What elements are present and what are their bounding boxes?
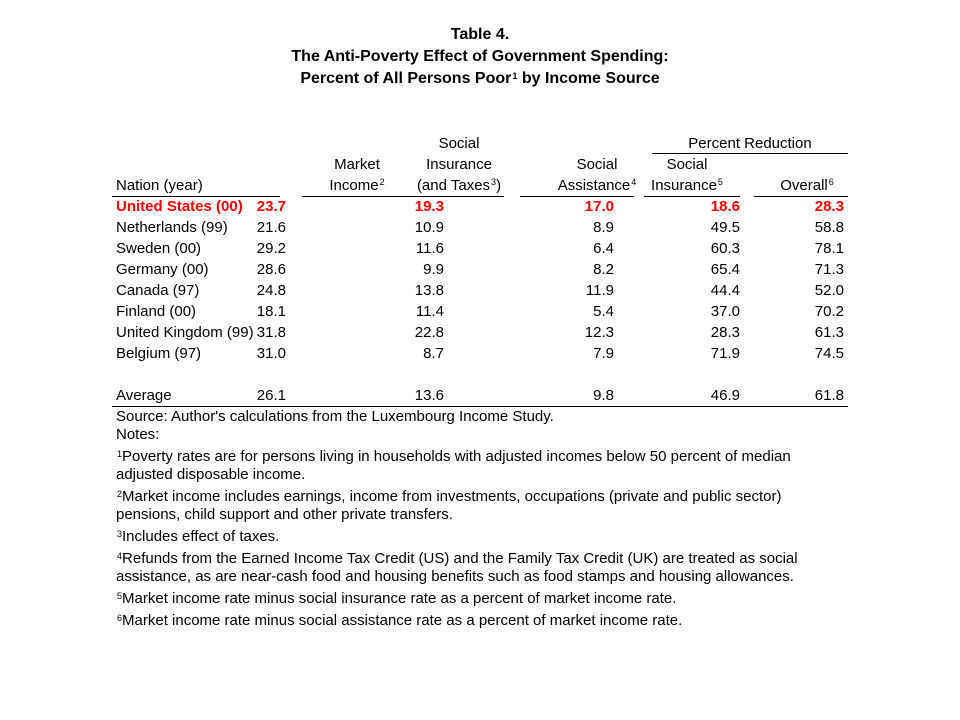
cell-market: 26.1 <box>256 387 286 404</box>
cell-nation: Sweden (00) <box>116 240 202 257</box>
cell-overall: 58.8 <box>814 219 844 236</box>
cell-social-assistance: 9.8 <box>593 387 614 404</box>
cell-social-assistance: 12.3 <box>584 324 614 341</box>
table-title <box>0 24 960 90</box>
cell-overall: 52.0 <box>814 282 844 299</box>
cell-overall: 70.2 <box>814 303 844 320</box>
cell-overall: 61.3 <box>814 324 844 341</box>
title-line-3 <box>0 68 960 90</box>
cell-social-insurance: 8.7 <box>423 345 444 362</box>
footnote-item <box>116 488 846 524</box>
cell-nation: Average <box>116 387 172 404</box>
cell-market: 21.6 <box>256 219 286 236</box>
cell-social-insurance: 13.6 <box>414 387 444 404</box>
cell-market: 31.8 <box>256 324 286 341</box>
cell-social-insurance: 19.3 <box>414 198 444 215</box>
header-si-line2: Insurance <box>426 156 492 173</box>
header-row-2 <box>112 154 848 175</box>
cell-nation: Finland (00) <box>116 303 197 320</box>
footnote-item <box>116 528 846 546</box>
source-line: Source: Author's calculations from the Luxembourg Income Study. <box>116 408 554 425</box>
table-row <box>112 322 848 343</box>
cell-market: 24.8 <box>256 282 286 299</box>
table-row <box>112 343 848 364</box>
header-overall-text: Overall <box>780 177 828 194</box>
footnote-number: 5 <box>117 591 123 601</box>
header-prsi-line1: Social <box>666 156 708 173</box>
header-prsi-line2 <box>632 175 742 196</box>
table-row <box>112 196 848 217</box>
header-market-line1: Market <box>334 156 380 173</box>
footnote-text: Includes effect of taxes. <box>122 528 280 545</box>
footnote-number: 2 <box>117 489 123 499</box>
table-row <box>112 301 848 322</box>
cell-reduction-si: 49.5 <box>710 219 740 236</box>
table-row <box>112 280 848 301</box>
table-row <box>112 259 848 280</box>
cell-reduction-si: 60.3 <box>710 240 740 257</box>
header-si-close: ) <box>496 177 502 194</box>
average-row <box>112 385 848 406</box>
header-sa-text: Assistance <box>557 177 631 194</box>
footnote-6: 6 <box>828 177 834 187</box>
cell-social-assistance: 6.4 <box>593 240 614 257</box>
footnote-item <box>116 448 846 484</box>
cell-social-insurance: 10.9 <box>414 219 444 236</box>
cell-nation: United States (00) <box>116 198 243 215</box>
title-line-3-suffix: by Income Source <box>517 70 660 87</box>
cell-social-insurance: 22.8 <box>414 324 444 341</box>
title-line-1: Table 4. <box>450 26 510 43</box>
footnote-text: Market income includes earnings, income from investments, occupations (private and public sector) pensions, child support and other private transfers. <box>116 488 782 523</box>
cell-market: 31.0 <box>256 345 286 362</box>
cell-nation: Canada (97) <box>116 282 200 299</box>
footnote-5: 5 <box>717 177 723 187</box>
cell-reduction-si: 44.4 <box>710 282 740 299</box>
footnote-3: 3 <box>491 177 497 187</box>
title-line-3-text: Percent of All Persons Poor <box>300 70 512 87</box>
cell-overall: 28.3 <box>814 198 844 215</box>
footnote-text: Market income rate minus social assistance rate as a percent of market income rate. <box>122 612 683 629</box>
cell-social-assistance: 8.2 <box>593 261 614 278</box>
header-percent-reduction: Percent Reduction <box>688 135 812 152</box>
footnote-2: 2 <box>379 177 385 187</box>
cell-reduction-si: 65.4 <box>710 261 740 278</box>
title-line-2: The Anti-Poverty Effect of Government Spending: <box>291 48 669 65</box>
notes-label: Notes: <box>116 426 160 443</box>
footnote-item <box>116 612 846 630</box>
header-nation: Nation (year) <box>116 177 203 194</box>
footnote-number: 6 <box>117 613 123 623</box>
cell-reduction-si: 71.9 <box>710 345 740 362</box>
header-sa-line1: Social <box>576 156 618 173</box>
cell-reduction-si: 18.6 <box>710 198 740 215</box>
footnote-number: 1 <box>117 449 123 459</box>
header-market-text: Income <box>329 177 379 194</box>
cell-social-insurance: 9.9 <box>423 261 444 278</box>
header-row-1 <box>112 133 848 154</box>
table-bottom-rule <box>112 406 848 407</box>
cell-nation: Netherlands (99) <box>116 219 228 236</box>
header-si-text: (and Taxes <box>416 177 491 194</box>
cell-social-assistance: 11.9 <box>585 282 614 299</box>
cell-overall: 61.8 <box>814 387 844 404</box>
cell-nation: United Kingdom (99) <box>116 324 254 341</box>
cell-overall: 74.5 <box>814 345 844 362</box>
cell-market: 18.1 <box>256 303 286 320</box>
cell-social-assistance: 7.9 <box>593 345 614 362</box>
cell-market: 29.2 <box>256 240 286 257</box>
cell-nation: Belgium (97) <box>116 345 202 362</box>
cell-social-assistance: 5.4 <box>593 303 614 320</box>
poverty-table <box>112 133 848 406</box>
footnote-text: Market income rate minus social insurance rate as a percent of market income rate. <box>122 590 677 607</box>
cell-social-insurance: 11.4 <box>415 303 444 320</box>
cell-reduction-si: 28.3 <box>710 324 740 341</box>
footnote-number: 3 <box>117 529 123 539</box>
cell-social-assistance: 8.9 <box>593 219 614 236</box>
header-si-line3 <box>394 175 524 196</box>
spacer-row <box>112 364 848 385</box>
cell-reduction-si: 37.0 <box>710 303 740 320</box>
cell-overall: 78.1 <box>814 240 844 257</box>
cell-nation: Germany (00) <box>116 261 209 278</box>
table-row <box>112 238 848 259</box>
cell-reduction-si: 46.9 <box>710 387 740 404</box>
cell-market: 23.7 <box>256 198 286 215</box>
title-footnote-1: 1 <box>512 71 518 81</box>
table-row <box>112 217 848 238</box>
footnote-text: Poverty rates are for persons living in households with adjusted incomes below 50 percent of median adjusted disposable income. <box>116 448 791 483</box>
notes-section <box>116 408 846 630</box>
footnote-item <box>116 550 846 586</box>
header-overall <box>752 175 862 196</box>
cell-social-assistance: 17.0 <box>584 198 614 215</box>
header-row-3 <box>112 175 848 196</box>
footnote-4: 4 <box>631 177 637 187</box>
cell-social-insurance: 11.6 <box>415 240 444 257</box>
header-prsi-text: Insurance <box>651 177 717 194</box>
footnote-item <box>116 590 846 608</box>
cell-market: 28.6 <box>256 261 286 278</box>
header-si-line1: Social <box>438 135 480 152</box>
cell-overall: 71.3 <box>814 261 844 278</box>
footnote-text: Refunds from the Earned Income Tax Credit (US) and the Family Tax Credit (UK) are treated as social assistance, as are near-cash food and housing benefits such as food stamps and housing allowances. <box>116 550 798 585</box>
cell-social-insurance: 13.8 <box>414 282 444 299</box>
footnote-number: 4 <box>117 551 123 561</box>
